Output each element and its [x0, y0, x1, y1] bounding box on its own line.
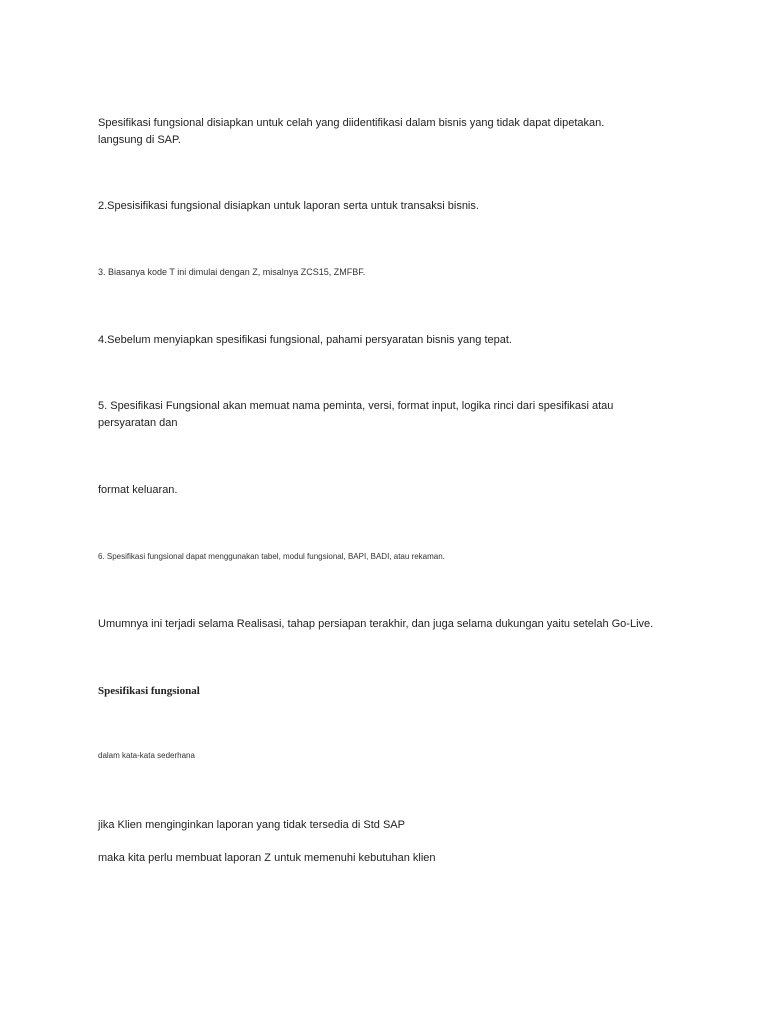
paragraph-5: 5. Spesifikasi Fungsional akan memuat nama peminta, versi, format input, logika rinci dari spesifikasi atau persyaratan dan — [98, 400, 614, 429]
paragraph-z-report: maka kita perlu membuat laporan Z untuk memenuhi kebutuhan klien — [98, 852, 436, 864]
paragraph-5-continued: format keluaran. — [98, 484, 178, 496]
paragraph-4: 4.Sebelum menyiapkan spesifikasi fungsional, pahami persyaratan bisnis yang tepat. — [98, 334, 512, 346]
paragraph-intro: Spesifikasi fungsional disiapkan untuk celah yang diidentifikasi dalam bisnis yang tidak dapat dipetakan. langsung di SAP. — [98, 117, 605, 146]
section-heading: Spesifikasi fungsional — [98, 685, 200, 697]
paragraph-2: 2.Spesisifikasi fungsional disiapkan untuk laporan serta untuk transaksi bisnis. — [98, 200, 479, 212]
paragraph-client-request: jika Klien menginginkan laporan yang tidak tersedia di Std SAP — [98, 819, 405, 831]
paragraph-6: 6. Spesifikasi fungsional dapat menggunakan tabel, modul fungsional, BAPI, BADI, atau rekaman. — [98, 552, 445, 561]
paragraph-realisasi: Umumnya ini terjadi selama Realisasi, tahap persiapan terakhir, dan juga selama dukungan yaitu setelah Go-Live. — [98, 618, 654, 630]
paragraph-3: 3. Biasanya kode T ini dimulai dengan Z, misalnya ZCS15, ZMFBF. — [98, 267, 366, 277]
section-subheading: dalam kata-kata sederhana — [98, 751, 195, 760]
